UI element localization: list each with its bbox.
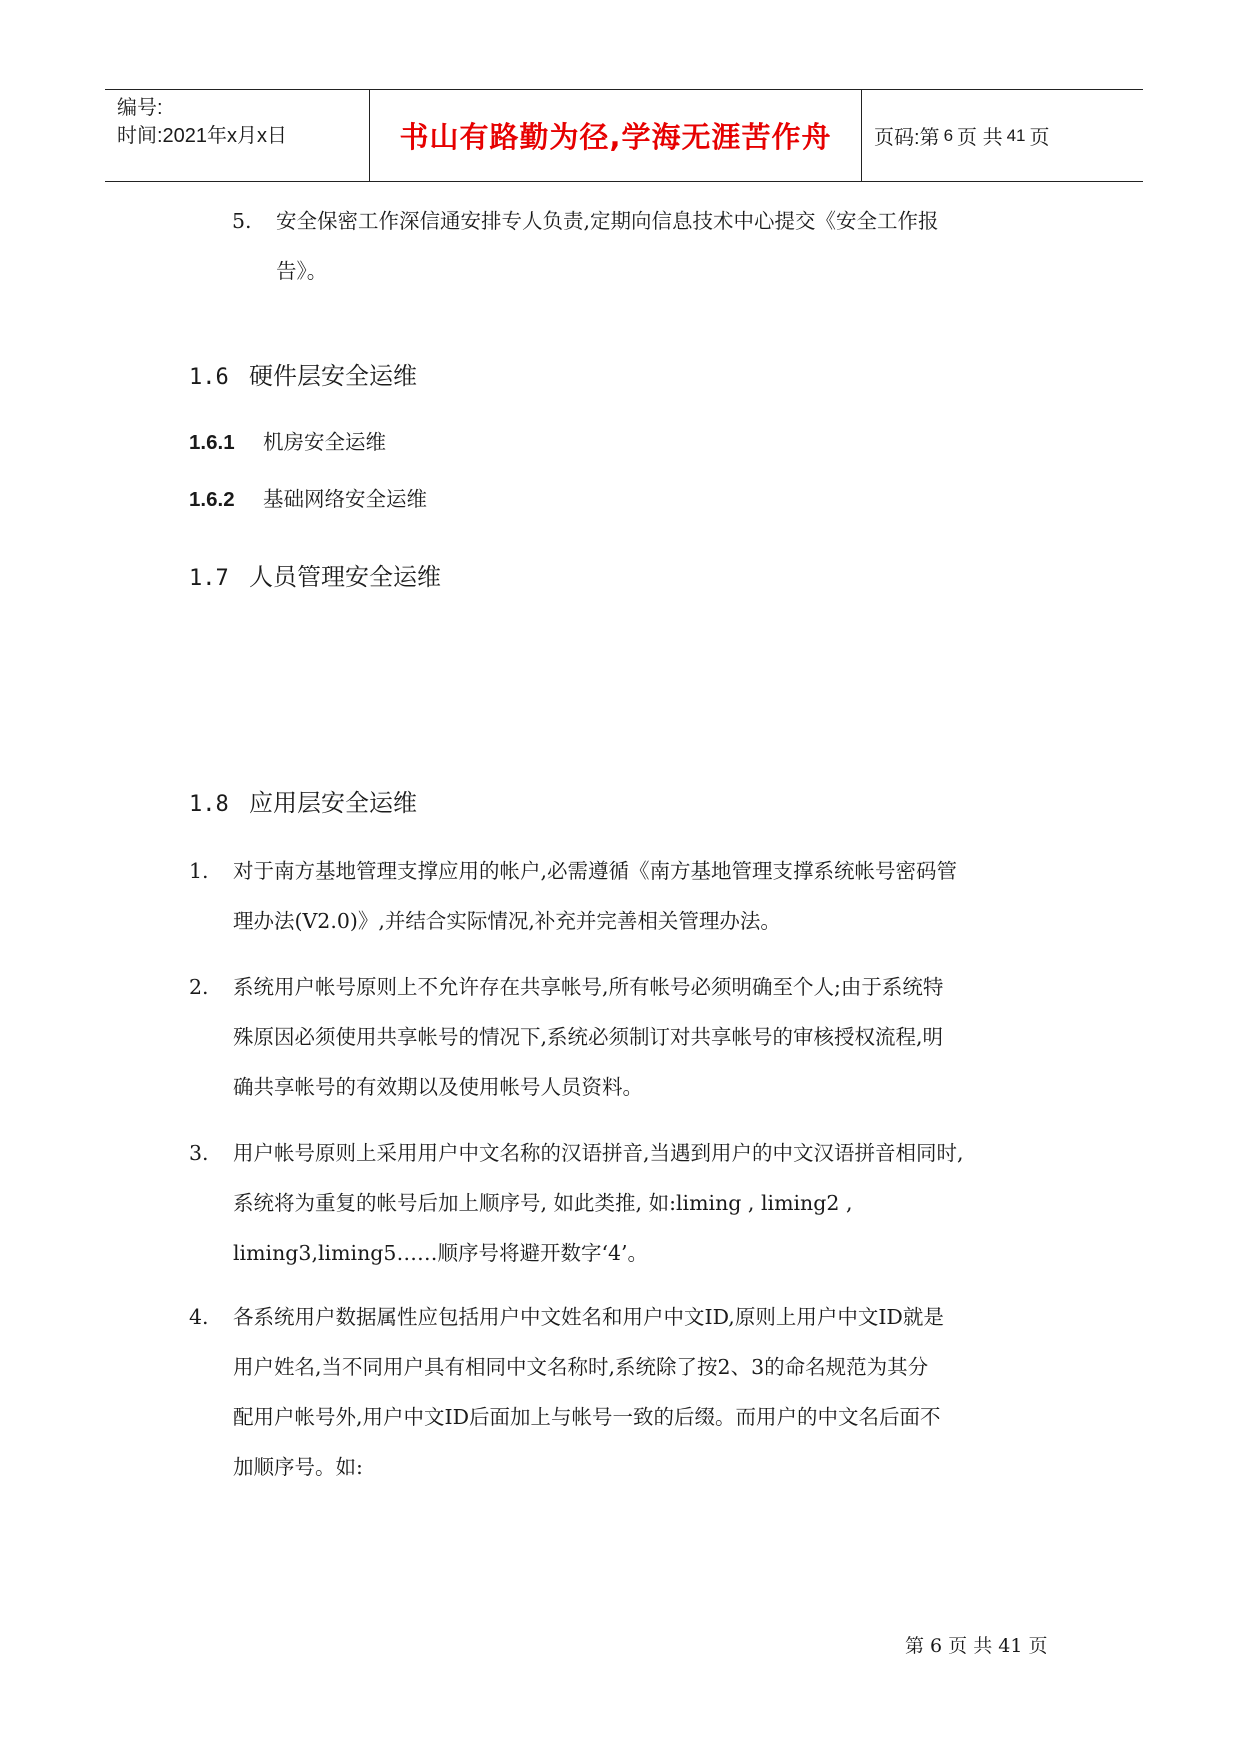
page-footer: 第 6 页 共 41 页 bbox=[905, 1635, 1048, 1657]
item-line: 告》。 bbox=[276, 259, 328, 283]
item-line: 系统将为重复的帐号后加上顺序号, 如此类推, 如:liming , liming2 , bbox=[233, 1191, 853, 1215]
heading-text: 机房安全运维 bbox=[263, 430, 386, 454]
heading-1-6-2 bbox=[189, 482, 427, 512]
list-item-5 bbox=[232, 196, 1112, 296]
time-label: 时间:2021年x月x日 bbox=[117, 125, 288, 147]
item-line: 殊原因必须使用共享帐号的情况下,系统必须制订对共享帐号的审核授权流程,明 bbox=[233, 1025, 944, 1049]
header-motto: 书山有路勤为径,学海无涯苦作舟 bbox=[370, 90, 862, 181]
page-header bbox=[105, 89, 1143, 182]
item-line: liming3,liming5……顺序号将避开数字‘4’。 bbox=[233, 1241, 649, 1265]
number-label: 编号: bbox=[117, 97, 163, 119]
header-page-info bbox=[862, 90, 1143, 181]
heading-number: 1.6.1 bbox=[189, 431, 235, 454]
page-mid: 页 共 bbox=[957, 127, 1003, 149]
item-line: 对于南方基地管理支撑应用的帐户,必需遵循《南方基地管理支撑系统帐号密码管 bbox=[233, 859, 958, 883]
list-item-1 bbox=[189, 846, 1119, 946]
item-line: 加顺序号。如: bbox=[233, 1455, 363, 1479]
list-item-2 bbox=[189, 962, 1119, 1112]
heading-1-8 bbox=[189, 783, 417, 818]
heading-text: 人员管理安全运维 bbox=[249, 563, 441, 591]
item-number: 5. bbox=[232, 209, 252, 233]
item-number: 2. bbox=[189, 975, 209, 999]
heading-1-6-1 bbox=[189, 425, 386, 455]
item-number: 1. bbox=[189, 859, 209, 883]
item-number: 3. bbox=[189, 1141, 209, 1165]
item-line: 配用户帐号外,用户中文ID后面加上与帐号一致的后缀。而用户的中文名后面不 bbox=[233, 1405, 941, 1429]
item-line: 安全保密工作深信通安排专人负责,定期向信息技术中心提交《安全工作报 bbox=[276, 209, 939, 233]
heading-1-7 bbox=[189, 557, 441, 592]
item-line: 用户姓名,当不同用户具有相同中文名称时,系统除了按2、3的命名规范为其分 bbox=[233, 1355, 929, 1379]
header-meta bbox=[105, 90, 370, 181]
page-total: 41 bbox=[1006, 125, 1026, 145]
heading-text: 基础网络安全运维 bbox=[263, 487, 427, 511]
item-number: 4. bbox=[189, 1305, 209, 1329]
item-line: 用户帐号原则上采用用户中文名称的汉语拼音,当遇到用户的中文汉语拼音相同时, bbox=[233, 1141, 964, 1165]
page-suffix: 页 bbox=[1029, 127, 1050, 149]
list-item-3 bbox=[189, 1128, 1119, 1278]
page-prefix: 页码:第 bbox=[874, 127, 940, 149]
heading-number: 1.7 bbox=[189, 566, 229, 591]
item-line: 系统用户帐号原则上不允许存在共享帐号,所有帐号必须明确至个人;由于系统特 bbox=[233, 975, 944, 999]
item-line: 各系统用户数据属性应包括用户中文姓名和用户中文ID,原则上用户中文ID就是 bbox=[233, 1305, 944, 1329]
item-line: 理办法(V2.0)》,并结合实际情况,补充并完善相关管理办法。 bbox=[233, 909, 781, 933]
page-number: 6 bbox=[943, 125, 954, 145]
heading-text: 硬件层安全运维 bbox=[249, 362, 417, 390]
heading-number: 1.8 bbox=[189, 792, 229, 817]
heading-number: 1.6.2 bbox=[189, 488, 235, 511]
heading-number: 1.6 bbox=[189, 365, 229, 390]
item-line: 确共享帐号的有效期以及使用帐号人员资料。 bbox=[233, 1075, 643, 1099]
list-item-4 bbox=[189, 1292, 1119, 1492]
heading-text: 应用层安全运维 bbox=[249, 789, 417, 817]
heading-1-6 bbox=[189, 356, 417, 391]
